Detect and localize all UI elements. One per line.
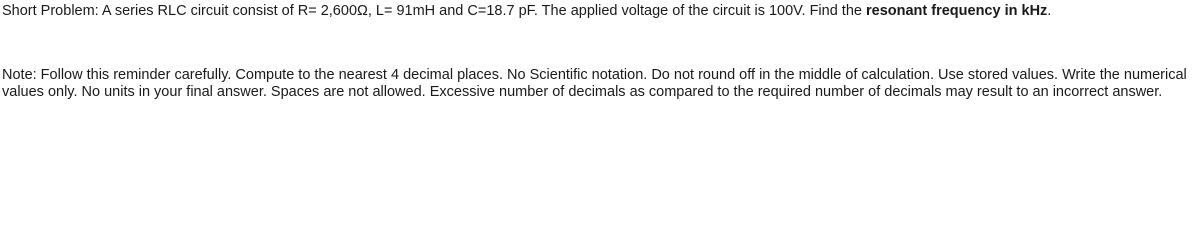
note-text: Note: Follow this reminder carefully. Compute to the nearest 4 decimal places. No Scientific notation. Do not round off in the middle of calculation. Use stored values. Write the numerical values only. No units in your final answer. Spaces are not allowed. Excessive number of decimals as compared to the required number of decimals may result to an incorrect answer. <box>2 67 1187 100</box>
problem-statement <box>2 3 1198 20</box>
problem-emphasis: resonant frequency in kHz <box>866 3 1048 19</box>
problem-text: Short Problem: A series RLC circuit consist of R= 2,600Ω, L= 91mH and C=18.7 pF. The applied voltage of the circuit is 100V. Find the <box>2 3 866 19</box>
problem-end: . <box>1047 3 1052 19</box>
